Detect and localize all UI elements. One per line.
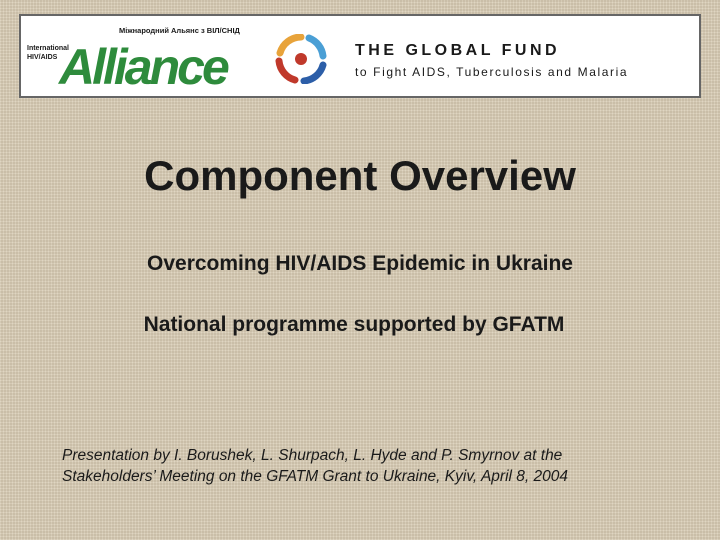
alliance-logo-block xyxy=(25,18,263,94)
global-fund-emblem-icon xyxy=(273,34,329,84)
alliance-wordmark-logo xyxy=(55,32,255,94)
programme-line: National programme supported by GFATM xyxy=(143,313,565,336)
global-fund-tagline: to Fight AIDS, Tuberculosis and Malaria xyxy=(355,65,629,79)
alliance-ukrainian-text: Міжнародний Альянс з ВІЛ/СНІД xyxy=(119,26,240,35)
alliance-wordmark: Alliance xyxy=(59,39,227,94)
slide-subtitle: Overcoming HIV/AIDS Epidemic in Ukraine xyxy=(147,252,573,275)
slide-title: Component Overview xyxy=(144,152,576,199)
alliance-international-text: International HIV/AIDS xyxy=(27,45,70,61)
logo-banner xyxy=(19,14,701,98)
presentation-line-1: Presentation by I. Borushek, L. Shurpach, L. Hyde and P. Smyrnov at the xyxy=(62,447,563,464)
global-fund-name: THE GLOBAL FUND xyxy=(355,42,561,59)
presentation-line-2: Stakeholders’ Meeting on the GFATM Grant to Ukraine, Kyiv, April 8, 2004 xyxy=(62,468,568,485)
presentation-credits xyxy=(62,445,682,487)
